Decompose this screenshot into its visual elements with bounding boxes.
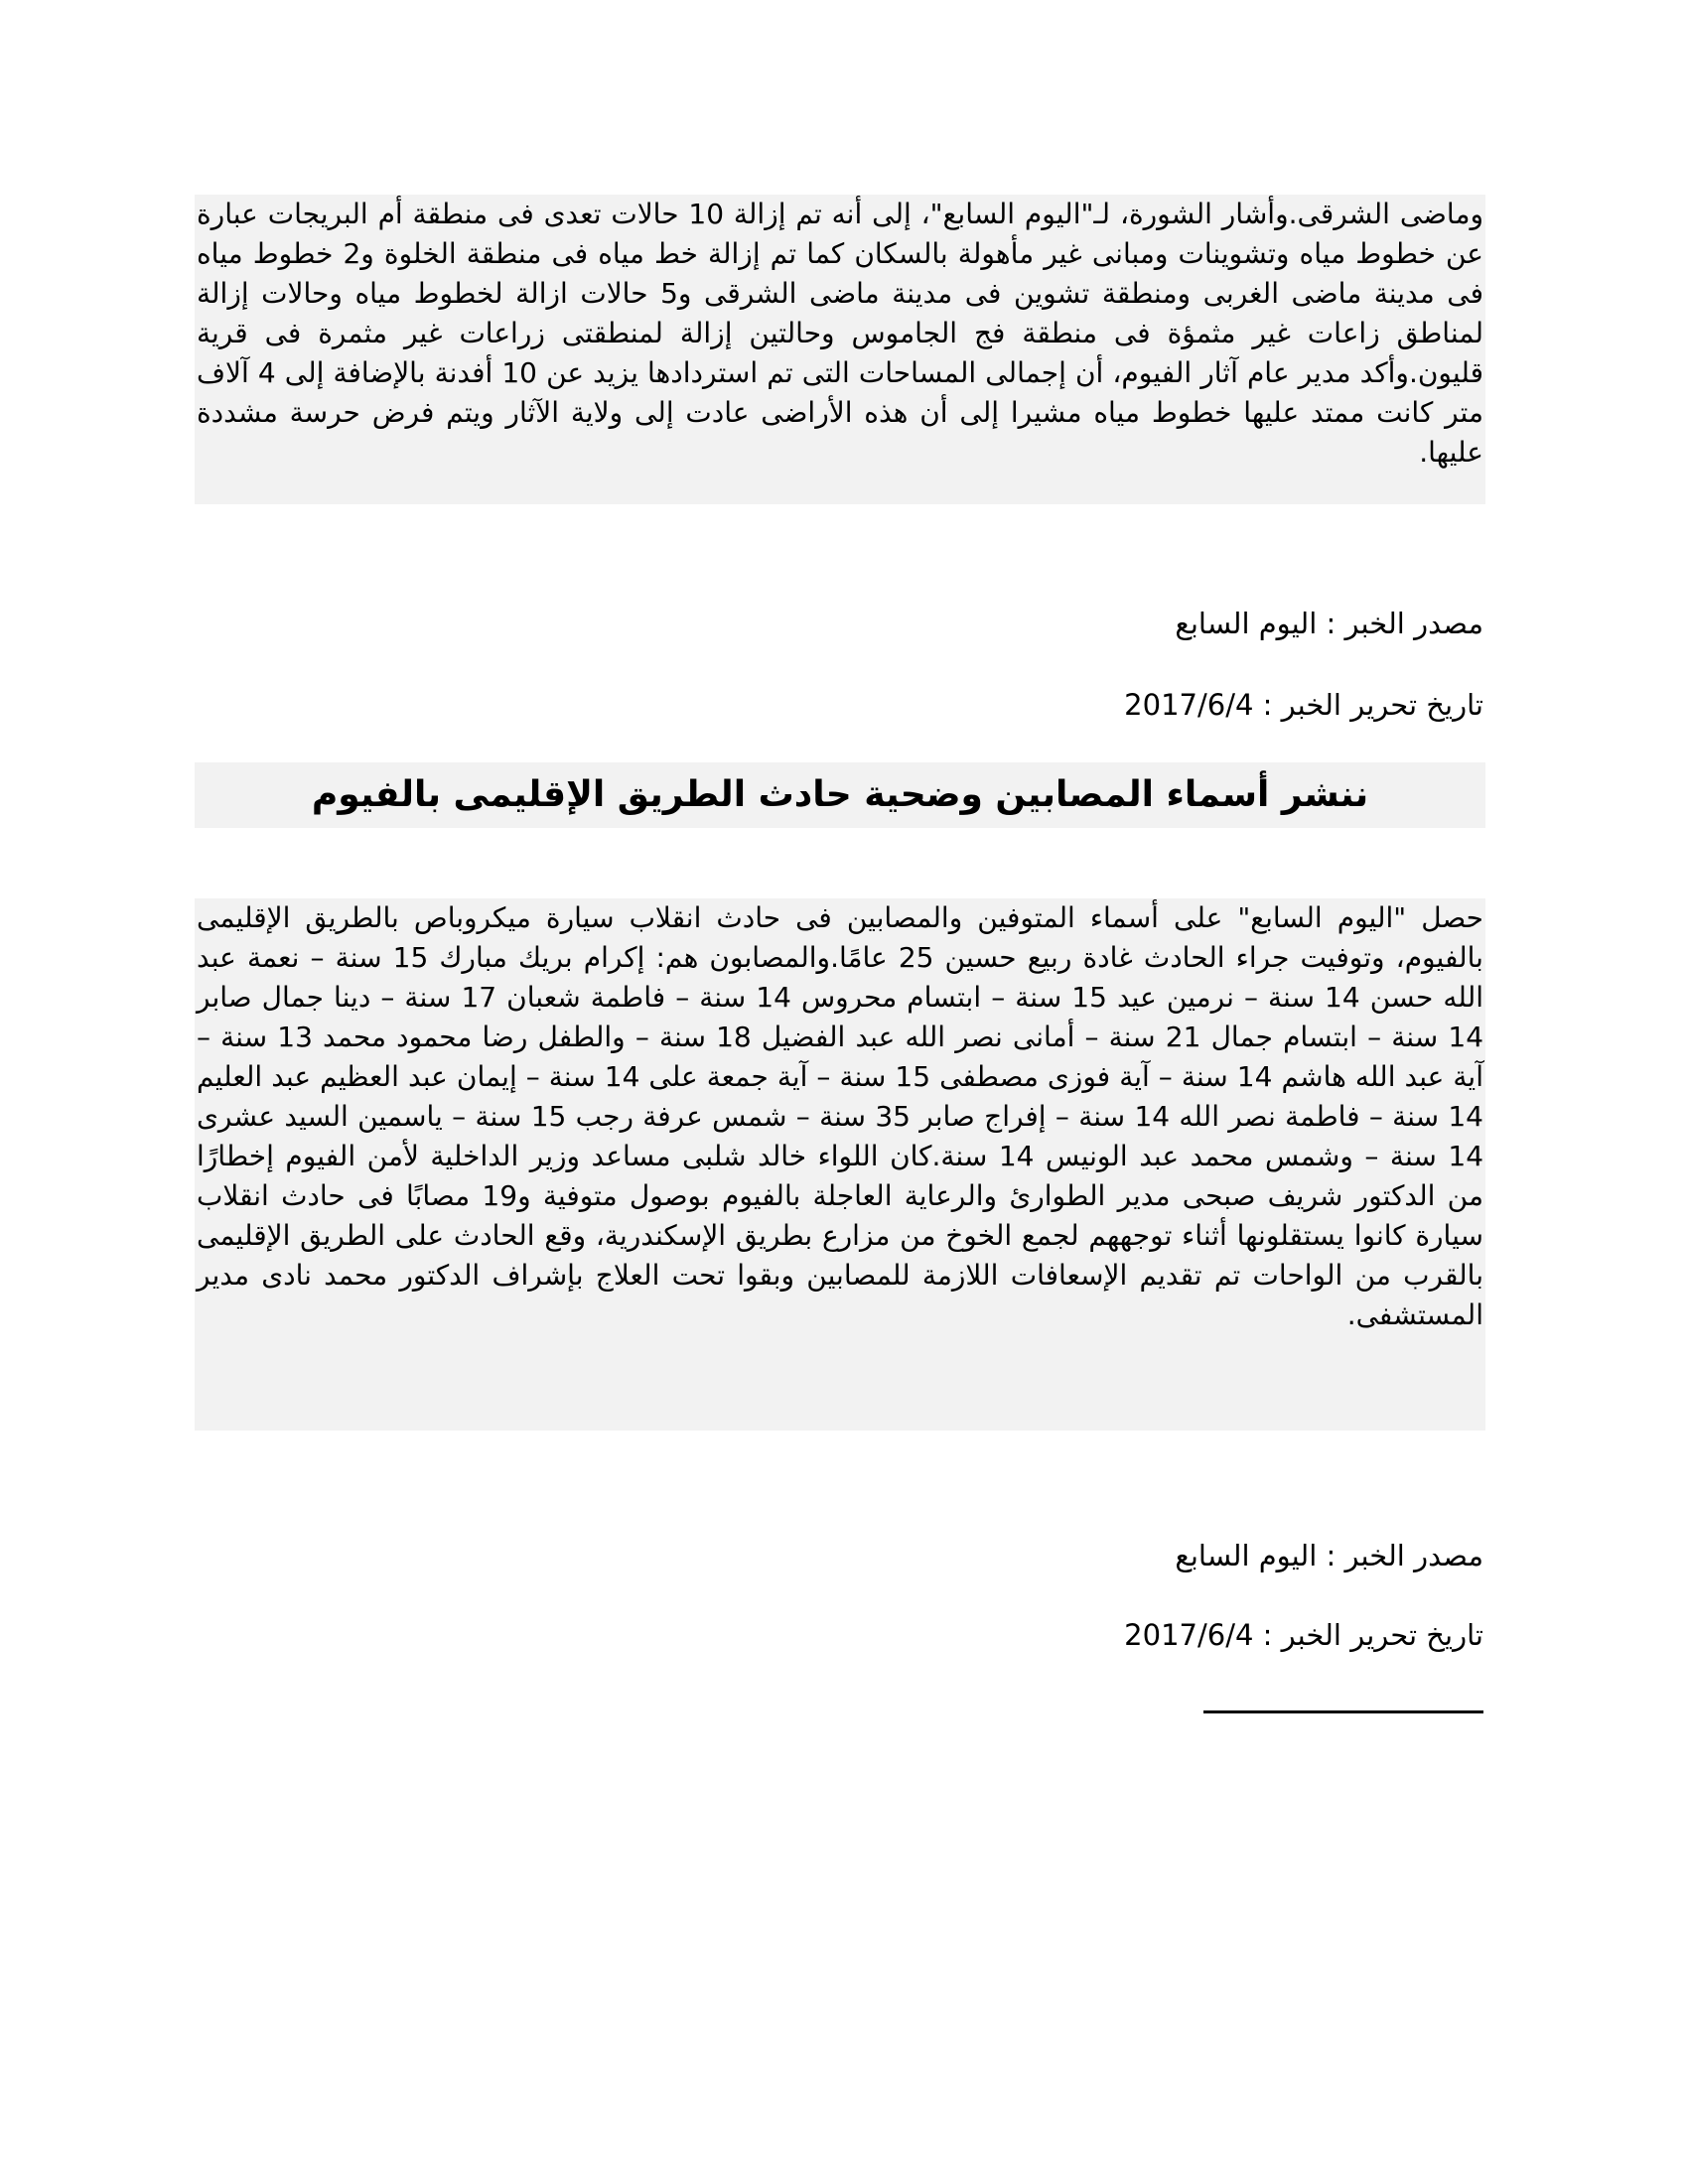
news-source: مصدر الخبر : اليوم السابع xyxy=(1175,1539,1483,1572)
document-page xyxy=(195,0,1485,2184)
news-source: مصدر الخبر : اليوم السابع xyxy=(1175,607,1483,640)
edit-date: تاريخ تحرير الخبر : 2017/6/4 xyxy=(1124,688,1483,722)
article-body: حصل "اليوم السابع" على أسماء المتوفين والمصابين فى حادث انقلاب سيارة ميكروباص بالطريق الإقليمى بالفيوم، وتوفيت جراء الحادث غادة ربيع حسين 25 عامًا.والمصابون هم: إكرام بريك مبارك 15 سنة – نعمة عبد الله حسن 14 سنة – نرمين عيد 15 سنة – ابتسام محروس 14 سنة – فاطمة شعبان 17 سنة – دينا جمال صابر 14 سنة – ابتسام جمال 21 سنة – أمانى نصر الله عبد الفضيل 18 سنة – والطفل رضا محمود محمد 13 سنة – آية عبد الله هاشم 14 سنة – آية فوزى مصطفى 15 سنة – آية جمعة على 14 سنة – إيمان عبد العظيم عبد العليم 14 سنة – فاطمة نصر الله 14 سنة – إفراج صابر 35 سنة – شمس عرفة رجب 15 سنة – ياسمين السيد عشرى 14 سنة – وشمس محمد عبد الونيس 14 سنة.كان اللواء خالد شلبى مساعد وزير الداخلية لأمن الفيوم إخطارًا من الدكتور شريف صبحى مدير الطوارئ والرعاية العاجلة بالفيوم بوصول متوفية و19 مصابًا فى حادث انقلاب سيارة كانوا يستقلونها أثناء توجههم لجمع الخوخ من مزارع بطريق الإسكندرية، وقع الحادث على الطريق الإقليمى بالقرب من الواحات تم تقديم الإسعافات اللازمة للمصابين وبقوا تحت العلاج بإشراف الدكتور محمد نادى مدير المستشفى. xyxy=(195,898,1485,1431)
article-body-continued: وماضى الشرقى.وأشار الشورة، لـ"اليوم السابع"، إلى أنه تم إزالة 10 حالات تعدى فى منطقة أم البريجات عبارة عن خطوط مياه وتشوينات ومبانى غير مأهولة بالسكان كما تم إزالة خط مياه فى منطقة الخلوة و2 خطوط مياه فى مدينة ماضى الغربى ومنطقة تشوين فى مدينة ماضى الشرقى و5 حالات ازالة لخطوط مياه وحالات إزالة لمناطق زاعات غير مثمؤة فى منطقة فج الجاموس وحالتين إزالة لمنطقتى زراعات غير مثمرة فى قرية قليون.وأكد مدير عام آثار الفيوم، أن إجمالى المساحات التى تم استردادها يزيد عن 10 أفدنة بالإضافة إلى 4 آلاف متر كانت ممتد عليها خطوط مياه مشيرا إلى أن هذه الأراضى عادت إلى ولاية الآثار ويتم فرض حرسة مشددة عليها. xyxy=(195,195,1485,504)
article-title: ننشر أسماء المصابين وضحية حادث الطريق الإقليمى بالفيوم xyxy=(195,762,1485,828)
end-divider xyxy=(1203,1710,1483,1713)
edit-date: تاريخ تحرير الخبر : 2017/6/4 xyxy=(1124,1618,1483,1652)
